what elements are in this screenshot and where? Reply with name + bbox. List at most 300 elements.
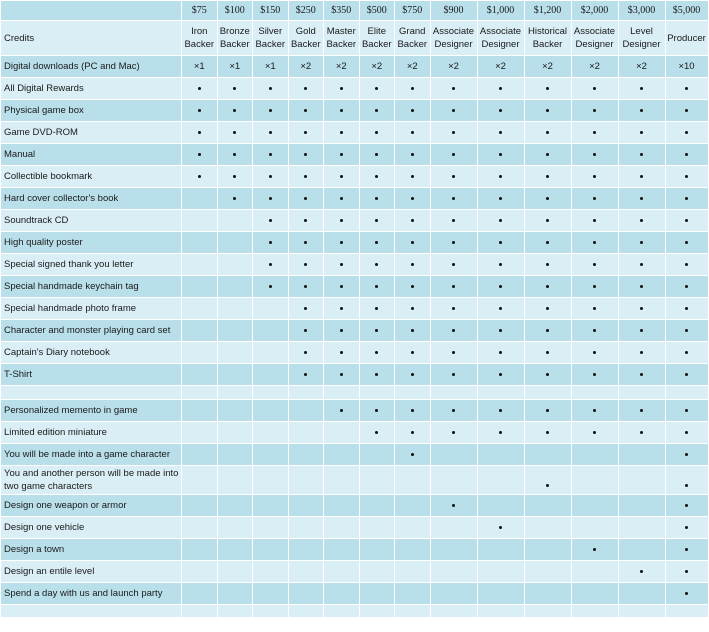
tier-price: $1,000	[477, 1, 524, 21]
included-dot-icon	[546, 263, 549, 266]
tier-cell	[430, 422, 477, 444]
tier-cell	[395, 400, 431, 422]
tier-cell	[665, 320, 708, 342]
tier-cell	[217, 320, 253, 342]
download-multiplier: ×2	[288, 56, 324, 78]
tier-cell	[288, 539, 324, 561]
included-dot-icon	[593, 241, 596, 244]
tier-cell	[524, 320, 571, 342]
tier-cell	[359, 254, 395, 276]
included-dot-icon	[340, 87, 343, 90]
included-dot-icon	[685, 219, 688, 222]
tier-cell	[288, 342, 324, 364]
tier-cell	[359, 210, 395, 232]
tier-cell	[618, 583, 665, 605]
tier-cell	[182, 320, 218, 342]
included-dot-icon	[640, 351, 643, 354]
included-dot-icon	[640, 409, 643, 412]
empty-cell	[430, 605, 477, 618]
tier-cell	[217, 100, 253, 122]
tier-price: $350	[324, 1, 360, 21]
tier-cell	[477, 364, 524, 386]
included-dot-icon	[233, 109, 236, 112]
tier-cell	[618, 444, 665, 466]
tier-cell	[359, 539, 395, 561]
included-dot-icon	[685, 329, 688, 332]
included-dot-icon	[593, 153, 596, 156]
included-dot-icon	[452, 285, 455, 288]
tier-cell	[324, 495, 360, 517]
download-multiplier: ×2	[524, 56, 571, 78]
tier-cell	[618, 495, 665, 517]
tier-cell	[571, 276, 618, 298]
tier-cell	[395, 583, 431, 605]
tier-cell	[359, 100, 395, 122]
row-label: Physical game box	[1, 100, 182, 122]
tier-cell	[253, 517, 289, 539]
tier-cell	[524, 254, 571, 276]
included-dot-icon	[593, 409, 596, 412]
included-dot-icon	[340, 197, 343, 200]
included-dot-icon	[640, 373, 643, 376]
tier-cell	[430, 517, 477, 539]
empty-cell	[217, 605, 253, 618]
tier-cell	[324, 232, 360, 254]
included-dot-icon	[593, 109, 596, 112]
tier-name: Level Designer	[618, 21, 665, 56]
table-row	[1, 422, 709, 444]
tier-cell	[524, 422, 571, 444]
included-dot-icon	[546, 175, 549, 178]
tier-cell	[182, 444, 218, 466]
tier-cell	[253, 122, 289, 144]
tier-cell	[430, 210, 477, 232]
tier-price: $5,000	[665, 1, 708, 21]
table-row	[1, 210, 709, 232]
row-label: Personalized memento in game	[1, 400, 182, 422]
included-dot-icon	[499, 153, 502, 156]
tier-price: $3,000	[618, 1, 665, 21]
empty-cell	[524, 386, 571, 400]
tier-cell	[288, 422, 324, 444]
included-dot-icon	[546, 409, 549, 412]
tier-cell	[395, 422, 431, 444]
included-dot-icon	[198, 131, 201, 134]
table-row	[1, 561, 709, 583]
included-dot-icon	[593, 431, 596, 434]
row-label: Special signed thank you letter	[1, 254, 182, 276]
tier-cell	[430, 583, 477, 605]
tier-cell	[324, 276, 360, 298]
tier-cell	[430, 276, 477, 298]
tier-cell	[571, 100, 618, 122]
tier-cell	[395, 188, 431, 210]
included-dot-icon	[593, 175, 596, 178]
tier-cell	[288, 517, 324, 539]
empty-cell	[1, 605, 182, 618]
row-label: Special handmade keychain tag	[1, 276, 182, 298]
tier-cell	[524, 517, 571, 539]
included-dot-icon	[340, 351, 343, 354]
tier-cell	[217, 276, 253, 298]
download-multiplier: ×2	[359, 56, 395, 78]
included-dot-icon	[685, 109, 688, 112]
tier-cell	[571, 298, 618, 320]
included-dot-icon	[375, 219, 378, 222]
tier-cell	[182, 466, 218, 495]
tier-cell	[324, 517, 360, 539]
tier-cell	[324, 144, 360, 166]
price-header-row	[1, 1, 709, 21]
included-dot-icon	[375, 285, 378, 288]
tier-cell	[288, 254, 324, 276]
tier-cell	[359, 422, 395, 444]
tier-cell	[430, 254, 477, 276]
tier-cell	[288, 561, 324, 583]
tier-cell	[571, 78, 618, 100]
row-label: Spend a day with us and launch party	[1, 583, 182, 605]
tier-cell	[217, 422, 253, 444]
tier-cell	[524, 400, 571, 422]
included-dot-icon	[640, 219, 643, 222]
tier-cell	[395, 78, 431, 100]
included-dot-icon	[685, 409, 688, 412]
tier-cell	[253, 298, 289, 320]
empty-cell	[288, 605, 324, 618]
tier-cell	[253, 320, 289, 342]
tier-cell	[288, 583, 324, 605]
included-dot-icon	[546, 109, 549, 112]
included-dot-icon	[685, 351, 688, 354]
tier-cell	[182, 298, 218, 320]
included-dot-icon	[546, 153, 549, 156]
tier-cell	[477, 232, 524, 254]
included-dot-icon	[198, 109, 201, 112]
tier-cell	[618, 539, 665, 561]
included-dot-icon	[499, 431, 502, 434]
empty-cell	[182, 605, 218, 618]
included-dot-icon	[640, 175, 643, 178]
tier-price: $100	[217, 1, 253, 21]
tier-cell	[430, 122, 477, 144]
row-label: Design one weapon or armor	[1, 495, 182, 517]
included-dot-icon	[499, 285, 502, 288]
included-dot-icon	[411, 197, 414, 200]
row-label: Digital downloads (PC and Mac)	[1, 56, 182, 78]
included-dot-icon	[499, 409, 502, 412]
empty-cell	[1, 386, 182, 400]
tier-cell	[618, 144, 665, 166]
tier-cell	[359, 122, 395, 144]
tier-cell	[217, 400, 253, 422]
tier-cell	[430, 539, 477, 561]
tier-cell	[477, 400, 524, 422]
tier-cell	[477, 466, 524, 495]
tier-cell	[324, 466, 360, 495]
empty-cell	[477, 386, 524, 400]
empty-cell	[430, 386, 477, 400]
tier-cell	[571, 444, 618, 466]
tier-cell	[430, 342, 477, 364]
tier-cell	[395, 517, 431, 539]
included-dot-icon	[411, 351, 414, 354]
tier-cell	[217, 517, 253, 539]
included-dot-icon	[499, 197, 502, 200]
tier-cell	[524, 583, 571, 605]
tier-cell	[288, 188, 324, 210]
tier-cell	[618, 561, 665, 583]
included-dot-icon	[499, 241, 502, 244]
table-row	[1, 78, 709, 100]
tier-cell	[430, 78, 477, 100]
included-dot-icon	[375, 409, 378, 412]
tier-cell	[524, 100, 571, 122]
tier-cell	[395, 320, 431, 342]
included-dot-icon	[452, 373, 455, 376]
table-row	[1, 100, 709, 122]
included-dot-icon	[411, 307, 414, 310]
tier-cell	[253, 78, 289, 100]
tier-price: $150	[253, 1, 289, 21]
included-dot-icon	[685, 285, 688, 288]
included-dot-icon	[375, 307, 378, 310]
empty-cell	[618, 386, 665, 400]
tier-cell	[253, 276, 289, 298]
tier-cell	[217, 342, 253, 364]
tier-cell	[324, 422, 360, 444]
tier-cell	[430, 466, 477, 495]
tier-name: Associate Designer	[430, 21, 477, 56]
included-dot-icon	[640, 329, 643, 332]
tier-cell	[288, 400, 324, 422]
included-dot-icon	[340, 373, 343, 376]
tier-cell	[182, 517, 218, 539]
included-dot-icon	[411, 109, 414, 112]
included-dot-icon	[452, 153, 455, 156]
tier-cell	[665, 298, 708, 320]
tier-cell	[324, 342, 360, 364]
included-dot-icon	[640, 431, 643, 434]
tier-cell	[571, 254, 618, 276]
row-label: Game DVD-ROM	[1, 122, 182, 144]
table-row	[1, 188, 709, 210]
tier-cell	[477, 539, 524, 561]
tier-cell	[217, 188, 253, 210]
included-dot-icon	[685, 484, 688, 487]
included-dot-icon	[304, 131, 307, 134]
included-dot-icon	[685, 548, 688, 551]
tier-cell	[477, 144, 524, 166]
included-dot-icon	[640, 241, 643, 244]
tier-cell	[395, 495, 431, 517]
tier-cell	[253, 100, 289, 122]
tier-cell	[182, 78, 218, 100]
tier-name: Associate Designer	[477, 21, 524, 56]
tier-cell	[359, 298, 395, 320]
tier-cell	[524, 210, 571, 232]
tier-name: Grand Backer	[395, 21, 431, 56]
tier-cell	[618, 298, 665, 320]
included-dot-icon	[685, 307, 688, 310]
included-dot-icon	[233, 153, 236, 156]
tier-cell	[288, 320, 324, 342]
tier-cell	[618, 78, 665, 100]
tier-cell	[288, 100, 324, 122]
included-dot-icon	[375, 87, 378, 90]
included-dot-icon	[593, 351, 596, 354]
included-dot-icon	[452, 307, 455, 310]
included-dot-icon	[685, 197, 688, 200]
included-dot-icon	[546, 219, 549, 222]
tier-cell	[430, 400, 477, 422]
included-dot-icon	[499, 175, 502, 178]
tier-cell	[430, 144, 477, 166]
table-row	[1, 495, 709, 517]
included-dot-icon	[269, 109, 272, 112]
included-dot-icon	[411, 329, 414, 332]
tier-cell	[571, 561, 618, 583]
tier-cell	[618, 254, 665, 276]
tier-cell	[288, 276, 324, 298]
included-dot-icon	[593, 87, 596, 90]
table-row	[1, 364, 709, 386]
included-dot-icon	[499, 87, 502, 90]
tier-price: $2,000	[571, 1, 618, 21]
tier-cell	[217, 298, 253, 320]
included-dot-icon	[269, 131, 272, 134]
tier-cell	[217, 495, 253, 517]
included-dot-icon	[685, 431, 688, 434]
tier-cell	[395, 466, 431, 495]
table-row	[1, 583, 709, 605]
tier-cell	[571, 400, 618, 422]
tier-cell	[253, 561, 289, 583]
tier-cell	[182, 144, 218, 166]
tier-cell	[359, 188, 395, 210]
included-dot-icon	[233, 131, 236, 134]
download-multiplier: ×10	[665, 56, 708, 78]
empty-cell	[253, 605, 289, 618]
included-dot-icon	[499, 373, 502, 376]
tier-cell	[182, 364, 218, 386]
included-dot-icon	[269, 263, 272, 266]
tier-cell	[571, 144, 618, 166]
included-dot-icon	[685, 263, 688, 266]
included-dot-icon	[640, 153, 643, 156]
tier-cell	[359, 232, 395, 254]
empty-cell	[359, 605, 395, 618]
tier-cell	[665, 561, 708, 583]
included-dot-icon	[340, 131, 343, 134]
tier-cell	[477, 276, 524, 298]
included-dot-icon	[685, 526, 688, 529]
tier-cell	[324, 100, 360, 122]
tier-cell	[430, 320, 477, 342]
tier-name: Gold Backer	[288, 21, 324, 56]
included-dot-icon	[375, 373, 378, 376]
included-dot-icon	[304, 219, 307, 222]
tier-cell	[324, 188, 360, 210]
tier-cell	[665, 517, 708, 539]
included-dot-icon	[340, 263, 343, 266]
included-dot-icon	[546, 329, 549, 332]
included-dot-icon	[304, 153, 307, 156]
tier-cell	[618, 364, 665, 386]
included-dot-icon	[198, 175, 201, 178]
included-dot-icon	[452, 263, 455, 266]
row-label: You will be made into a game character	[1, 444, 182, 466]
tier-cell	[571, 364, 618, 386]
tier-cell	[395, 144, 431, 166]
table-row	[1, 342, 709, 364]
included-dot-icon	[685, 175, 688, 178]
download-multiplier: ×2	[477, 56, 524, 78]
row-label: Character and monster playing card set	[1, 320, 182, 342]
price-header-blank	[1, 1, 182, 21]
tier-cell	[288, 495, 324, 517]
tier-cell	[182, 400, 218, 422]
tier-cell	[253, 232, 289, 254]
included-dot-icon	[452, 175, 455, 178]
tier-cell	[524, 122, 571, 144]
tier-cell	[618, 188, 665, 210]
included-dot-icon	[340, 307, 343, 310]
table-row	[1, 232, 709, 254]
included-dot-icon	[411, 87, 414, 90]
tier-cell	[395, 166, 431, 188]
tier-cell	[182, 422, 218, 444]
included-dot-icon	[685, 241, 688, 244]
included-dot-icon	[269, 241, 272, 244]
tier-cell	[253, 254, 289, 276]
tier-price: $1,200	[524, 1, 571, 21]
tier-cell	[395, 561, 431, 583]
tier-cell	[665, 583, 708, 605]
included-dot-icon	[499, 351, 502, 354]
tier-name: Producer	[665, 21, 708, 56]
tier-name-row	[1, 21, 709, 56]
row-label: All Digital Rewards	[1, 78, 182, 100]
tier-cell	[395, 100, 431, 122]
empty-cell	[477, 605, 524, 618]
tier-cell	[324, 561, 360, 583]
tier-cell	[182, 539, 218, 561]
download-multiplier: ×2	[395, 56, 431, 78]
tier-cell	[477, 188, 524, 210]
tier-cell	[182, 583, 218, 605]
included-dot-icon	[452, 87, 455, 90]
included-dot-icon	[269, 219, 272, 222]
included-dot-icon	[593, 131, 596, 134]
tier-cell	[253, 583, 289, 605]
row-label: Collectible bookmark	[1, 166, 182, 188]
tier-cell	[324, 364, 360, 386]
tier-cell	[665, 254, 708, 276]
empty-cell	[324, 605, 360, 618]
tier-cell	[477, 298, 524, 320]
tier-cell	[182, 210, 218, 232]
included-dot-icon	[499, 219, 502, 222]
table-row	[1, 517, 709, 539]
download-multiplier: ×2	[324, 56, 360, 78]
row-label: Design a town	[1, 539, 182, 561]
included-dot-icon	[411, 373, 414, 376]
included-dot-icon	[304, 351, 307, 354]
spacer-row	[1, 386, 709, 400]
tier-name: Bronze Backer	[217, 21, 253, 56]
tier-cell	[182, 276, 218, 298]
tier-cell	[324, 254, 360, 276]
